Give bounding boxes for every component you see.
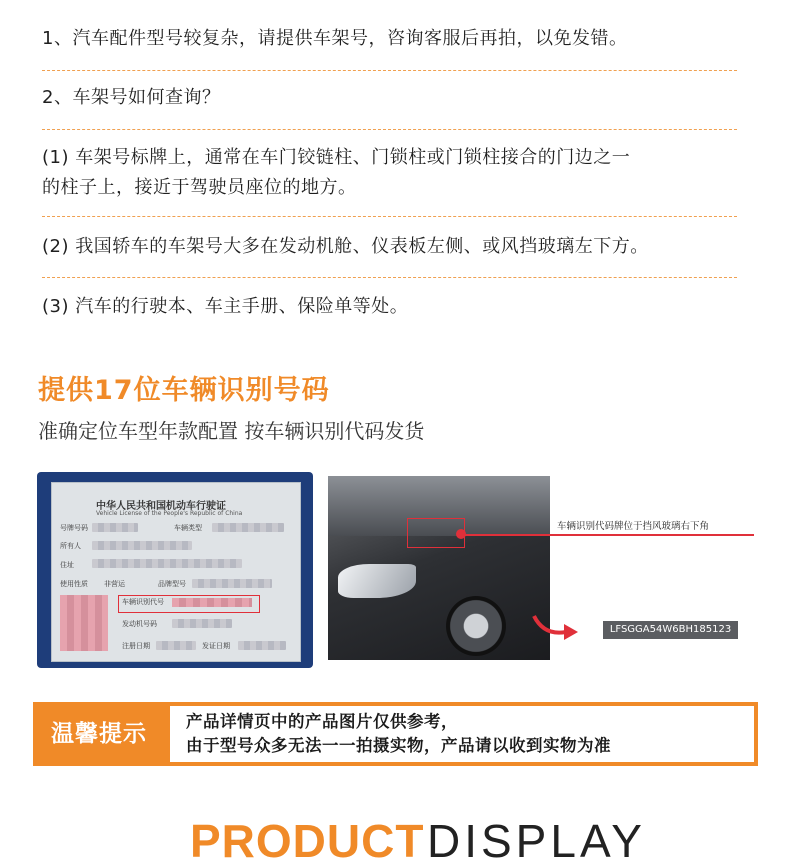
- use-value: 非营运: [104, 580, 125, 588]
- product-display-part-1: PRODUCT: [190, 815, 425, 867]
- product-display-heading: [190, 815, 646, 867]
- divider: [42, 277, 737, 278]
- blurred-value: [92, 523, 138, 532]
- vin-location-caption: 车辆识别代码牌位于挡风玻璃右下角: [557, 521, 710, 532]
- faq-item-5: (3) 汽车的行驶本、车主手册、保险单等处。: [42, 296, 409, 317]
- faq-item-2: 2、车架号如何查询？: [42, 87, 221, 108]
- notice-line-2: 由于型号众多无法一一拍摄实物，产品请以收到实物为准: [186, 736, 611, 755]
- engine-label: 发动机号码: [122, 620, 157, 628]
- owner-label: 所有人: [60, 542, 81, 550]
- plate-label: 号牌号码: [60, 524, 88, 532]
- product-display-part-2: DISPLAY: [427, 815, 646, 867]
- blurred-value: [238, 641, 286, 650]
- blurred-value: [212, 523, 284, 532]
- vehicle-license-image: [37, 472, 313, 668]
- faq-item-3-line-1: (1) 车架号标牌上，通常在车门铰链柱、门锁柱或门锁柱接合的门边之一: [42, 147, 631, 168]
- faq-item-4: (2) 我国轿车的车架号大多在发动机舱、仪表板左侧、或风挡玻璃左下方。: [42, 236, 649, 257]
- issue-date-label: 发证日期: [202, 642, 230, 650]
- license-title: 中华人民共和国机动车行驶证: [96, 501, 226, 512]
- pointer-dot: [456, 529, 466, 539]
- vin-section-subtitle: 准确定位车型年款配置 按车辆识别代码发货: [38, 419, 425, 443]
- notice-body: [170, 706, 754, 762]
- car-photo: [328, 476, 550, 660]
- notice-banner: [33, 702, 758, 766]
- blurred-value: [156, 641, 196, 650]
- car-headlight: [338, 564, 416, 598]
- vin-section-title: 提供17位车辆识别号码: [38, 375, 330, 406]
- blurred-vin: [172, 598, 252, 607]
- notice-line-1: 产品详情页中的产品图片仅供参考，: [186, 712, 458, 731]
- car-wheel: [446, 596, 506, 656]
- pointer-line: [464, 534, 754, 536]
- vin-label: 车辆识别代号: [122, 598, 164, 606]
- address-label: 住址: [60, 561, 74, 569]
- model-label: 品牌型号: [158, 580, 186, 588]
- vehicle-type-label: 车辆类型: [174, 524, 202, 532]
- blurred-value: [172, 619, 232, 628]
- faq-item-1: 1、汽车配件型号较复杂，请提供车架号，咨询客服后再拍，以免发错。: [42, 28, 628, 49]
- blurred-value: [192, 579, 272, 588]
- vin-plate-example: LFSGGA54W6BH185123: [603, 621, 738, 639]
- license-title-en: Vehicle License of the People's Republic of China: [96, 510, 243, 517]
- use-label: 使用性质: [60, 580, 88, 588]
- blurred-photo: [60, 595, 108, 651]
- divider: [42, 216, 737, 217]
- divider: [42, 129, 737, 130]
- divider: [42, 70, 737, 71]
- notice-label: 温馨提示: [51, 721, 147, 747]
- blurred-value: [92, 559, 242, 568]
- blurred-value: [92, 541, 192, 550]
- license-card: [51, 482, 301, 662]
- register-date-label: 注册日期: [122, 642, 150, 650]
- curved-arrow-icon: [530, 612, 580, 642]
- faq-item-3-line-2: 的柱子上，接近于驾驶员座位的地方。: [42, 177, 357, 198]
